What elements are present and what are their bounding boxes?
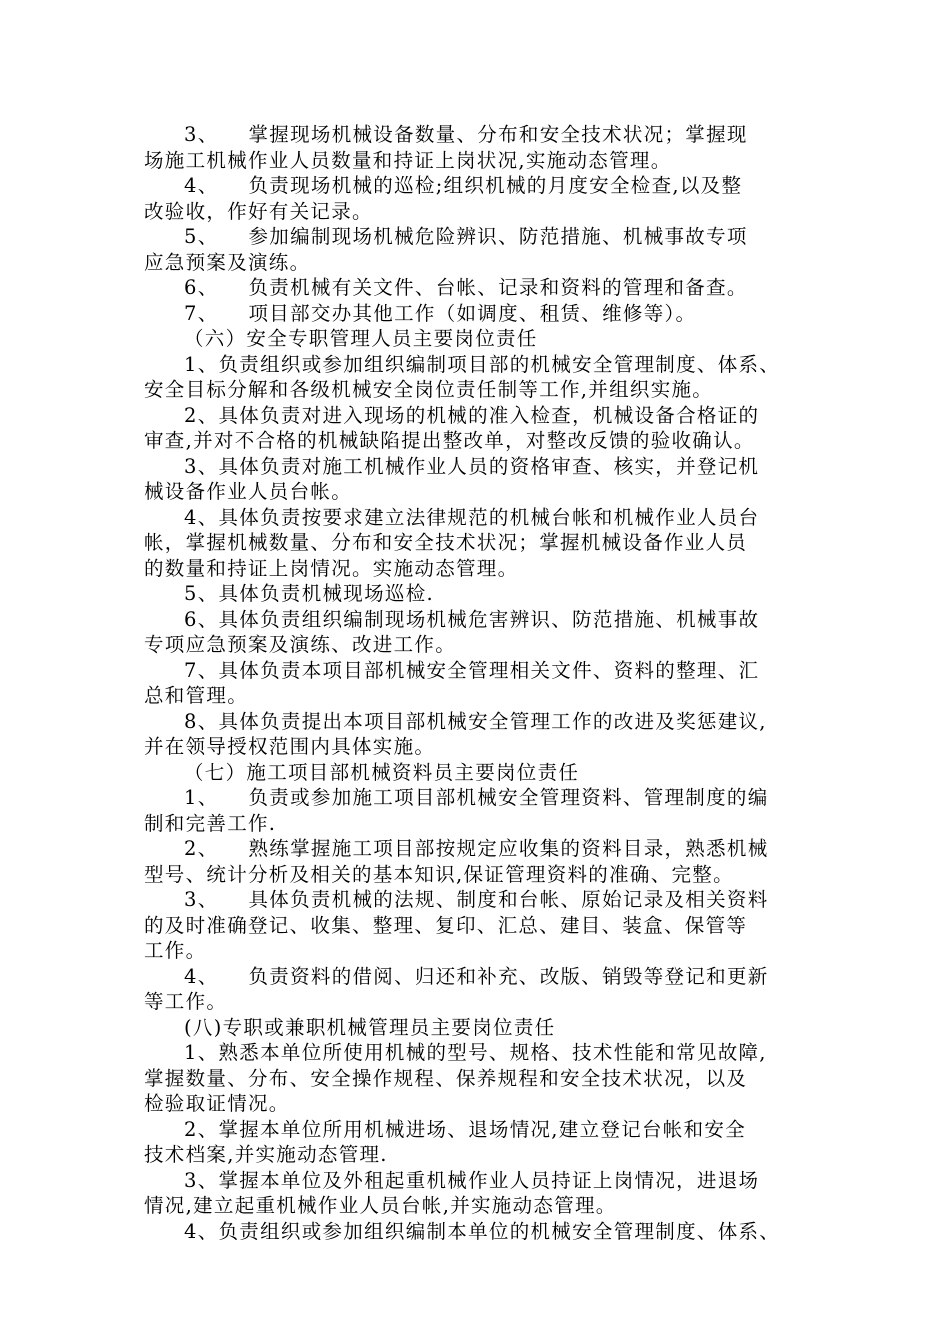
text-line: 1、 负责或参加施工项目部机械安全管理资料、管理制度的编 <box>184 786 769 809</box>
text-line: 3、 具体负责机械的法规、制度和台帐、原始记录及相关资料 <box>184 888 769 911</box>
text-line: 场施工机械作业人员数量和持证上岗状况,实施动态管理。 <box>144 148 672 172</box>
text-line: 制和完善工作. <box>144 811 277 835</box>
text-line: 6、具体负责组织编制现场机械危害辨识、防范措施、机械事故 <box>184 607 760 631</box>
text-line: 1、熟悉本单位所使用机械的型号、规格、技术性能和常见故障, <box>184 1041 767 1064</box>
text-line: 检验取证情况。 <box>144 1092 290 1115</box>
text-line: 6、 负责机械有关文件、台帐、记录和资料的管理和备查。 <box>184 276 748 299</box>
text-line: 情况,建立起重机械作业人员台帐,并实施动态管理。 <box>144 1194 617 1217</box>
text-line: 审查,并对不合格的机械缺陷提出整改单，对整改反馈的验收确认。 <box>144 429 755 452</box>
text-line: 型号、统计分析及相关的基本知识,保证管理资料的准确、完整。 <box>144 862 734 886</box>
text-line: 的及时准确登记、收集、整理、复印、汇总、建目、装盒、保管等 <box>144 913 748 937</box>
text-line: 改验收，作好有关记录。 <box>144 199 373 223</box>
text-line: 7、 项目部交办其他工作（如调度、租赁、维修等）。 <box>184 301 697 325</box>
text-line: 总和管理。 <box>144 684 249 707</box>
text-line: 7、具体负责本项目部机械安全管理相关文件、资料的整理、汇 <box>184 658 760 682</box>
text-line: 5、 参加编制现场机械危险辨识、防范措施、机械事故专项 <box>184 225 748 248</box>
text-line: 械设备作业人员台帐。 <box>144 480 353 503</box>
text-line: 2、 熟练掌握施工项目部按规定应收集的资料目录，熟悉机械 <box>184 837 769 860</box>
text-line: 3、 掌握现场机械设备数量、分布和安全技术状况；掌握现 <box>184 123 748 146</box>
document-body <box>144 122 824 1244</box>
text-line: 8、具体负责提出本项目部机械安全管理工作的改进及奖惩建议, <box>184 709 767 733</box>
text-line: 掌握数量、分布、安全操作规程、保养规程和安全技术状况，以及 <box>144 1066 748 1090</box>
text-line: 等工作。 <box>144 990 228 1013</box>
text-line: （七）施工项目部机械资料员主要岗位责任 <box>184 760 580 784</box>
text-line: 4、 负责资料的借阅、归还和补充、改版、销毁等登记和更新 <box>184 964 769 988</box>
text-line: 工作。 <box>144 939 207 962</box>
text-line: 安全目标分解和各级机械安全岗位责任制等工作,并组织实施。 <box>144 378 714 401</box>
text-line: 4、 负责现场机械的巡检;组织机械的月度安全检查,以及整 <box>184 174 743 197</box>
text-line: 应急预案及演练。 <box>144 250 311 274</box>
text-line: 3、具体负责对施工机械作业人员的资格审查、核实，并登记机 <box>184 454 760 478</box>
text-line: 2、具体负责对进入现场的机械的准入检查，机械设备合格证的 <box>184 403 760 427</box>
text-line: 3、掌握本单位及外租起重机械作业人员持证上岗情况，进退场 <box>184 1168 760 1192</box>
text-line: 5、具体负责机械现场巡检. <box>184 582 435 605</box>
text-line: (八)专职或兼职机械管理员主要岗位责任 <box>184 1015 556 1039</box>
text-line: 并在领导授权范围内具体实施。 <box>144 735 436 758</box>
text-line: 技术档案,并实施动态管理. <box>144 1143 388 1166</box>
text-line: 4、具体负责按要求建立法律规范的机械台帐和机械作业人员台 <box>184 505 760 529</box>
text-line: 帐，掌握机械数量、分布和安全技术状况；掌握机械设备作业人员 <box>144 531 748 554</box>
text-line: （六）安全专职管理人员主要岗位责任 <box>184 327 538 350</box>
text-line: 2、掌握本单位所用机械进场、退场情况,建立登记台帐和安全 <box>184 1117 747 1141</box>
text-line: 4、负责组织或参加组织编制本单位的机械安全管理制度、体系、 <box>184 1219 781 1243</box>
text-line: 专项应急预案及演练、改进工作。 <box>144 633 457 656</box>
text-line: 的数量和持证上岗情况。实施动态管理。 <box>144 556 519 580</box>
text-line: 1、负责组织或参加组织编制项目部的机械安全管理制度、体系、 <box>184 352 781 376</box>
